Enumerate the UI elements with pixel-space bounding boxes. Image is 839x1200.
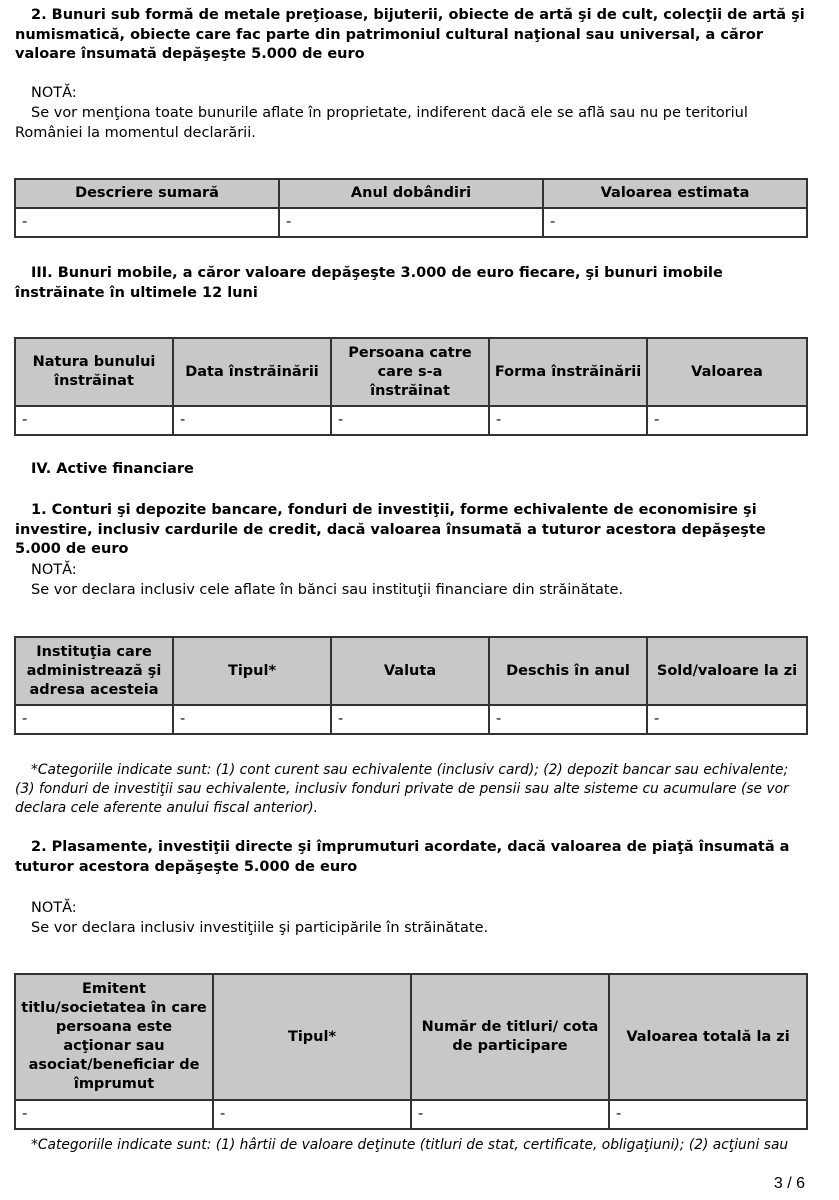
column-header: Persoana catre care s-a înstrăinat — [331, 338, 489, 406]
page-number: 3 / 6 — [773, 1175, 805, 1192]
section-3-heading: III. Bunuri mobile, a căror valoare depăşeşte 3.000 de euro fiecare, şi bunuri imobile înstrăinate în ultimele 12 luni — [15, 265, 723, 301]
column-header: Valoarea — [647, 338, 807, 406]
table-cell: - — [609, 1100, 807, 1129]
footnote: *Categoriile indicate sunt: (1) cont curent sau echivalente (inclusiv card); (2) depozit bancar sau echivalente; (3) fonduri de investiţii sau echivalente, inclusiv fonduri private de pensii sau alte sisteme cu acumulare (se vor declara cele aferente anului fiscal anterior). — [15, 762, 789, 816]
section-4-heading: IV. Active financiare — [31, 461, 194, 477]
table-row — [15, 705, 807, 734]
table-cell: - — [15, 208, 279, 237]
table-cell: - — [15, 406, 173, 435]
column-header: Valoarea totală la zi — [609, 974, 807, 1100]
precious-goods-table — [14, 178, 808, 238]
note-label: NOTĂ: — [31, 900, 77, 916]
table-cell: - — [279, 208, 543, 237]
column-header: Forma înstrăinării — [489, 338, 647, 406]
table-cell: - — [647, 705, 807, 734]
table-cell: - — [489, 705, 647, 734]
table-cell: - — [489, 406, 647, 435]
column-header: Emitent titlu/societatea în care persoana este acţionar sau asociat/beneficiar de împrumut — [15, 974, 213, 1100]
column-header: Tipul* — [173, 637, 331, 705]
table-cell: - — [173, 406, 331, 435]
section-4-2-heading: 2. Plasamente, investiţii directe şi împrumuturi acordate, dacă valoarea de piaţă însumată a tuturor acestora depăşeşte 5.000 de euro — [15, 839, 790, 875]
column-header: Data înstrăinării — [173, 338, 331, 406]
alienated-goods-table — [14, 337, 808, 436]
table-row — [15, 406, 807, 435]
table-cell: - — [173, 705, 331, 734]
column-header: Natura bunului înstrăinat — [15, 338, 173, 406]
section-4-1-heading: 1. Conturi şi depozite bancare, fonduri de investiţii, forme echivalente de economisire şi investire, inclusiv cardurile de credit, dacă valoarea însumată a tuturor acestora depăşeşte 5.000 de euro — [15, 502, 766, 557]
table-cell: - — [213, 1100, 411, 1129]
table-cell: - — [15, 1100, 213, 1129]
note-label: NOTĂ: — [31, 562, 77, 578]
note-text: Se vor menţiona toate bunurile aflate în proprietate, indiferent dacă ele se află sau nu pe teritoriul României la momentul declarării. — [15, 105, 748, 141]
footnote: *Categoriile indicate sunt: (1) hârtii de valoare deţinute (titluri de stat, certificate, obligaţiuni); (2) acţiuni sau — [31, 1137, 789, 1153]
column-header: Anul dobândiri — [279, 179, 543, 208]
table-cell: - — [331, 705, 489, 734]
column-header: Tipul* — [213, 974, 411, 1100]
column-header: Sold/valoare la zi — [647, 637, 807, 705]
note-label: NOTĂ: — [31, 85, 77, 101]
section-2-heading: 2. Bunuri sub formă de metale preţioase, bijuterii, obiecte de artă şi de cult, colecţii de artă şi numismatică, obiecte care fac parte din patrimoniul cultural naţional sau universal, a căror valoare însumată depăşeşte 5.000 de euro — [15, 7, 805, 62]
bank-accounts-table — [14, 636, 808, 735]
table-cell: - — [331, 406, 489, 435]
table-cell: - — [543, 208, 807, 237]
investments-table — [14, 973, 808, 1130]
table-row — [15, 208, 807, 237]
note-text: Se vor declara inclusiv cele aflate în bănci sau instituţii financiare din străinătate. — [31, 582, 624, 598]
table-cell: - — [15, 705, 173, 734]
column-header: Instituţia care administrează şi adresa acesteia — [15, 637, 173, 705]
table-cell: - — [647, 406, 807, 435]
column-header: Valuta — [331, 637, 489, 705]
column-header: Deschis în anul — [489, 637, 647, 705]
column-header: Descriere sumară — [15, 179, 279, 208]
table-row — [15, 1100, 807, 1129]
note-text: Se vor declara inclusiv investiţiile şi participările în străinătate. — [31, 920, 489, 936]
column-header: Număr de titluri/ cota de participare — [411, 974, 609, 1100]
table-cell: - — [411, 1100, 609, 1129]
column-header: Valoarea estimata — [543, 179, 807, 208]
